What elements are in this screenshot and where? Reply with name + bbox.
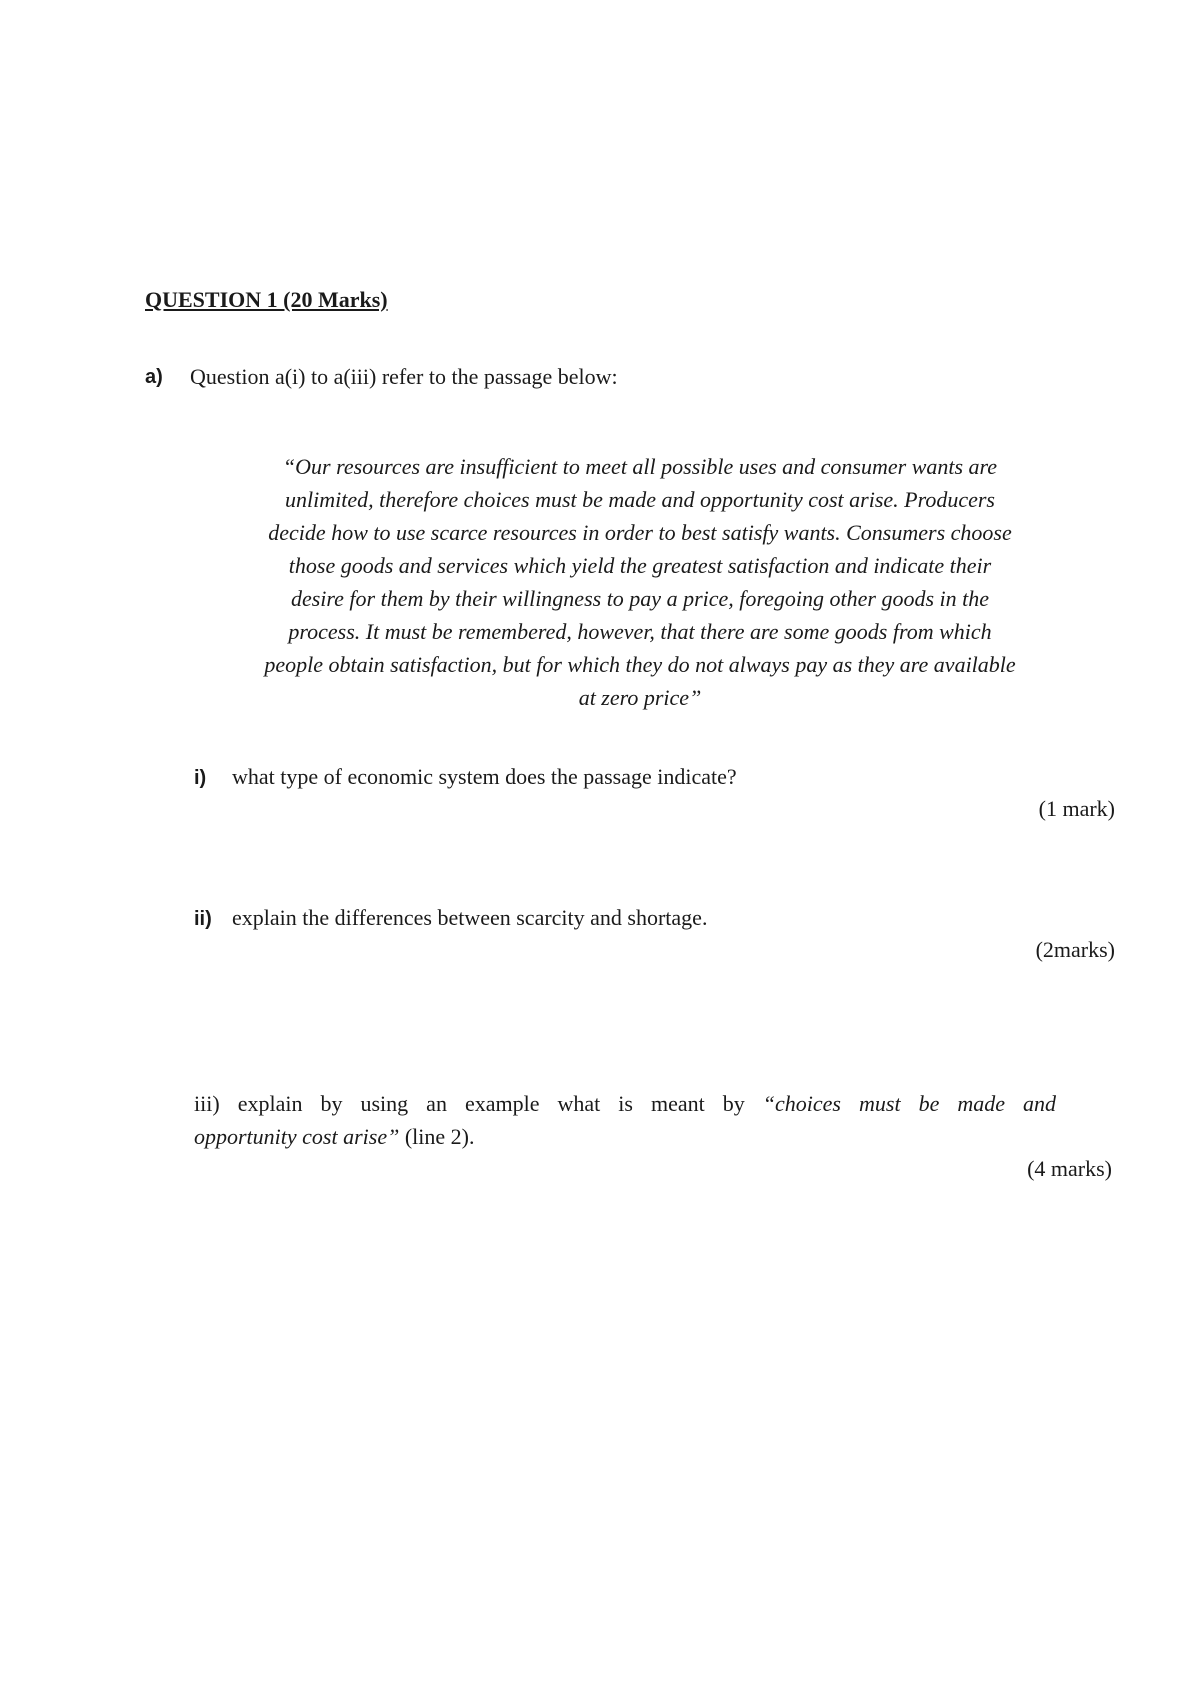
- part-a-label: a): [145, 366, 163, 388]
- sub-question-iii-quote: “choices must be made and: [762, 1091, 1057, 1116]
- sub-question-iii-line2: [194, 1124, 475, 1150]
- sub-question-i-label: i): [194, 767, 207, 789]
- passage-line: process. It must be remembered, however, that there are some goods from which: [288, 619, 992, 644]
- passage-line: people obtain satisfaction, but for which they do not always pay as they are available: [264, 652, 1016, 677]
- passage-line: desire for them by their willingness to pay a price, foregoing other goods in the: [290, 586, 990, 611]
- passage-line: decide how to use scarce resources in order to best satisfy wants. Consumers choose: [268, 520, 1012, 545]
- passage-line: “Our resources are insufficient to meet all possible uses and consumer wants are: [282, 454, 998, 479]
- sub-question-iii-quote-cont: opportunity cost arise”: [194, 1124, 400, 1149]
- sub-question-iii-line1: [194, 1091, 1056, 1117]
- sub-question-i-text: what type of economic system does the passage indicate?: [232, 764, 737, 789]
- passage-line: at zero price”: [578, 685, 702, 710]
- passage-line: unlimited, therefore choices must be made and opportunity cost arise. Producers: [285, 487, 995, 512]
- sub-question-ii-text: explain the differences between scarcity and shortage.: [232, 905, 708, 930]
- sub-question-iii-line-ref: (line 2).: [399, 1124, 475, 1149]
- sub-question-ii-marks: (2marks): [1035, 937, 1115, 962]
- question-title: QUESTION 1 (20 Marks): [145, 287, 388, 312]
- part-a-intro: Question a(i) to a(iii) refer to the passage below:: [190, 364, 618, 389]
- sub-question-iii-label: iii): [194, 1091, 220, 1116]
- sub-question-ii-label: ii): [194, 908, 212, 930]
- quoted-passage: [205, 450, 1075, 714]
- sub-question-iii-marks: (4 marks): [1027, 1156, 1112, 1181]
- passage-line: those goods and services which yield the greatest satisfaction and indicate their: [288, 553, 992, 578]
- sub-question-i-marks: (1 mark): [1038, 796, 1115, 821]
- sub-question-iii-text: explain by using an example what is meant by: [237, 1091, 745, 1116]
